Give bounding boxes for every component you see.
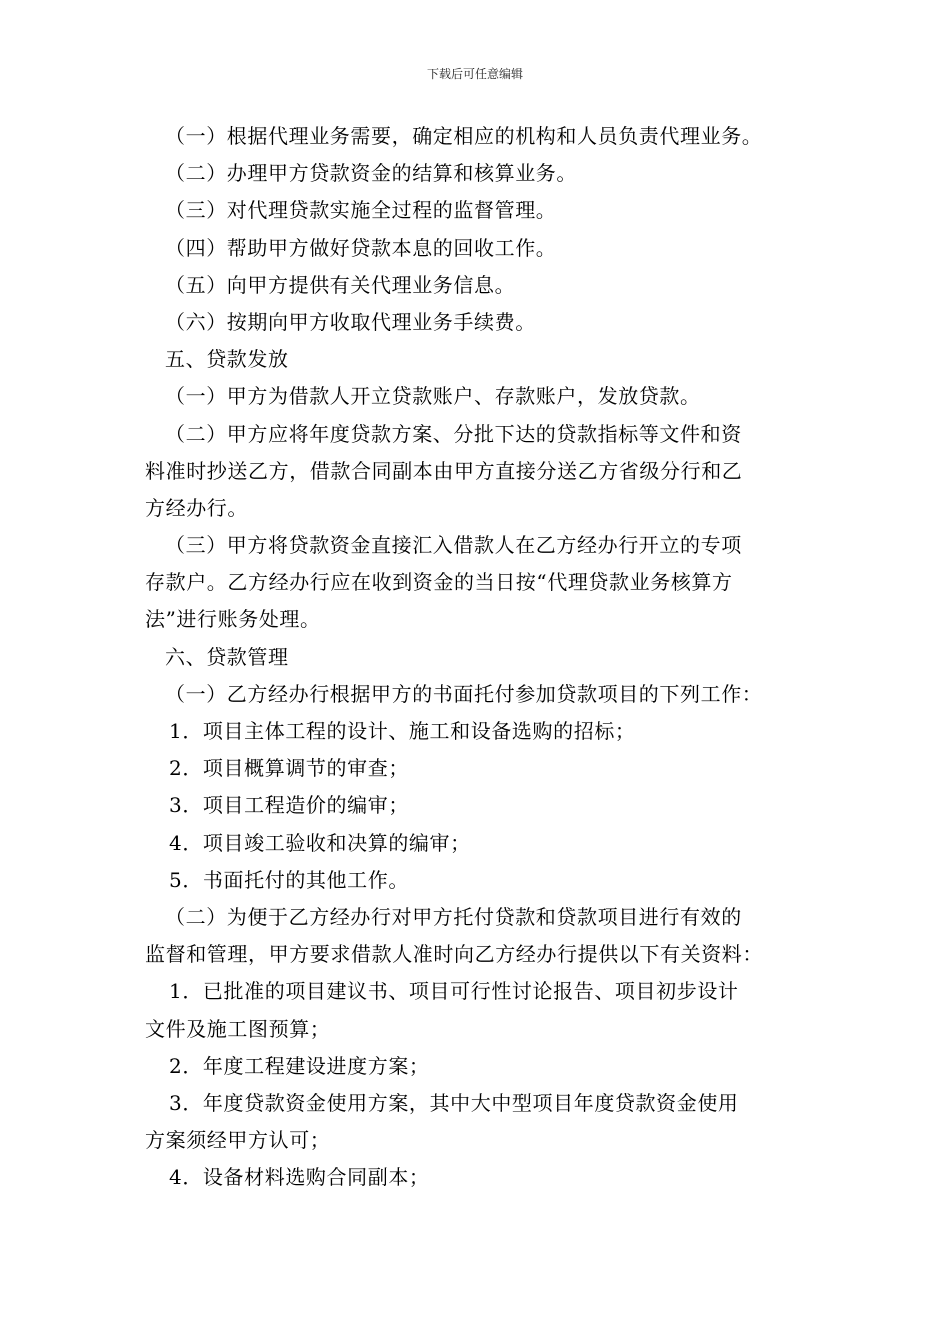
section-heading: 五、贷款发放 xyxy=(165,347,289,372)
list-item: 1．项目主体工程的设计、施工和设备选购的招标； xyxy=(169,719,636,743)
list-item-continuation: 方案须经甲方认可； xyxy=(145,1128,331,1153)
paragraph-line: 监督和管理，甲方要求借款人准时向乙方经办行提供以下有关资料： xyxy=(145,942,763,967)
paragraph-line: 料准时抄送乙方，借款合同副本由甲方直接分送乙方省级分行和乙 xyxy=(145,458,743,483)
list-item: 2．年度工程建设进度方案； xyxy=(169,1053,430,1078)
list-item: 1．已批准的项目建议书、项目可行性讨论报告、项目初步设计 xyxy=(169,979,739,1004)
paragraph-line: （一）根据代理业务需要，确定相应的机构和人员负责代理业务。 xyxy=(165,124,763,148)
list-item: 3．年度贷款资金使用方案，其中大中型项目年度贷款资金使用 xyxy=(169,1090,739,1115)
paragraph-line: （一）甲方为借款人开立贷款账户、存款账户，发放贷款。 xyxy=(165,384,701,409)
paragraph-line: 存款户。乙方经办行应在收到资金的当日按“代理贷款业务核算方 xyxy=(145,570,733,595)
paragraph-line: （三）甲方将贷款资金直接汇入借款人在乙方经办行开立的专项 xyxy=(165,533,742,558)
page-header: 下载后可任意编辑 xyxy=(426,67,523,81)
paragraph-line: （一）乙方经办行根据甲方的书面托付参加贷款项目的下列工作： xyxy=(165,681,763,706)
paragraph-line: （三）对代理贷款实施全过程的监督管理。 xyxy=(165,198,557,223)
paragraph-line: 法”进行账务处理。 xyxy=(145,607,321,632)
list-item: 2．项目概算调节的审查； xyxy=(169,756,409,781)
list-item-continuation: 文件及施工图预算； xyxy=(145,1016,331,1041)
list-item: 5．书面托付的其他工作。 xyxy=(169,867,409,892)
paragraph-line: （二）甲方应将年度贷款方案、分批下达的贷款指标等文件和资 xyxy=(165,421,742,446)
paragraph-line: （二）办理甲方贷款资金的结算和核算业务。 xyxy=(165,161,577,186)
paragraph-line: （四）帮助甲方做好贷款本息的回收工作。 xyxy=(165,235,557,260)
list-item: 4．设备材料选购合同副本； xyxy=(169,1165,430,1190)
section-heading: 六、贷款管理 xyxy=(165,644,289,669)
paragraph-line: （五）向甲方提供有关代理业务信息。 xyxy=(165,272,516,297)
list-item: 4．项目竣工验收和决算的编审； xyxy=(169,830,471,855)
paragraph-line: 方经办行。 xyxy=(145,495,248,520)
paragraph-line: （二）为便于乙方经办行对甲方托付贷款和贷款项目进行有效的 xyxy=(165,904,742,929)
document-body xyxy=(145,118,810,1196)
paragraph-line: （六）按期向甲方收取代理业务手续费。 xyxy=(165,309,536,334)
list-item: 3．项目工程造价的编审； xyxy=(169,793,409,818)
